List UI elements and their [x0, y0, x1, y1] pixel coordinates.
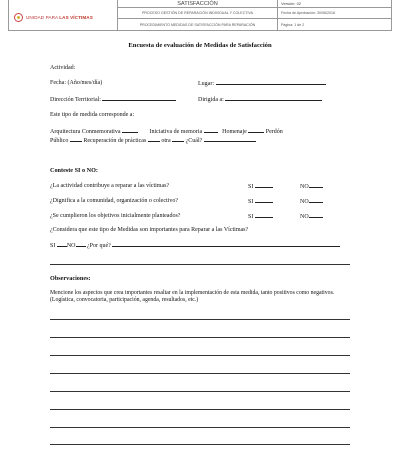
answer-line[interactable] — [50, 427, 350, 428]
blank-arquitectura[interactable] — [122, 128, 138, 133]
dirigida-blank[interactable] — [225, 96, 322, 101]
dirigida-field[interactable] — [198, 96, 322, 103]
opt-perdon: Perdón — [265, 129, 283, 135]
observaciones-instructions: Mencione los aspectos que crea importantes resaltar en la implementación de esta medida, tanto positivos como negativos. (Logística, convocatoria, participación, agenda, resultados, etc.) — [50, 290, 335, 304]
header-version: Versión: 02 — [278, 0, 392, 8]
header-middle — [118, 0, 278, 31]
q2-no[interactable]: NO — [300, 198, 323, 205]
answer-line[interactable] — [50, 409, 350, 410]
answer-line[interactable] — [50, 444, 350, 445]
header-page: Página: 1 de 2 — [278, 19, 392, 31]
direccion-field[interactable] — [50, 96, 176, 103]
observaciones-heading: Observaciones: — [50, 275, 91, 282]
dirigida-label: Dirigida a: — [198, 97, 224, 103]
header-process: PROCESO GESTIÓN DE REPARACIÓN INDIVIDUAL Y COLECTIVA — [118, 8, 278, 19]
q3-no[interactable]: NO — [300, 213, 323, 220]
opt-iniciativa: Iniciativa de memoria — [149, 129, 203, 135]
actividad-label: Actividad: — [50, 65, 76, 71]
tipo-intro: Este tipo de medida corresponde a: — [50, 112, 135, 118]
answer-line[interactable] — [50, 355, 350, 356]
opt-publico: Público — [50, 138, 69, 144]
q1-si[interactable]: SI — [248, 183, 273, 190]
lugar-field[interactable] — [198, 80, 326, 87]
direccion-blank[interactable] — [102, 96, 176, 101]
page-title: Encuesta de evaluación de Medidas de Satisfacción — [128, 42, 272, 49]
opt-cual: ¿Cuál? — [185, 138, 203, 144]
opt-recuperacion: Recuperación de prácticas — [83, 138, 147, 144]
tipo-line-2 — [50, 137, 256, 144]
yesno-heading: Conteste SI o NO: — [50, 167, 98, 174]
answer-line[interactable] — [50, 391, 350, 392]
q4-extra-line[interactable] — [50, 264, 350, 265]
answer-line[interactable] — [50, 373, 350, 374]
q4-si-label: SI — [50, 243, 56, 249]
question-4: ¿Considera que este tipo de Medidas son importantes para Reparar a las Víctimas? — [50, 227, 249, 233]
opt-otra: otra — [161, 138, 171, 144]
logo-cell — [8, 0, 118, 31]
direccion-label: Dirección Territorial: — [50, 97, 101, 103]
question-2: ¿Dignifica a la comunidad, organización o colectivo? — [50, 198, 179, 204]
q3-si[interactable]: SI — [248, 213, 273, 220]
blank-publico[interactable] — [70, 137, 82, 142]
q4-why-blank[interactable] — [112, 242, 340, 247]
fecha-label: Fecha: (Año/mes/día) — [50, 80, 103, 86]
q1-no[interactable]: NO — [300, 183, 323, 190]
header-right — [278, 0, 392, 31]
blank-homenaje[interactable] — [248, 128, 264, 133]
q4-why-label: ¿Por qué? — [87, 243, 111, 249]
question-1: ¿La actividad contribuye a reparar a las víctimas? — [50, 183, 170, 189]
lugar-label: Lugar: — [198, 81, 214, 87]
lugar-blank[interactable] — [216, 80, 326, 85]
opt-arquitectura: Arquitectura Conmemorativa — [50, 129, 121, 135]
blank-recuperacion[interactable] — [148, 137, 160, 142]
q4-answer-row[interactable] — [50, 242, 340, 249]
answer-line[interactable] — [50, 319, 350, 320]
opt-homenaje: Homenaje — [222, 129, 247, 135]
blank-iniciativa[interactable] — [204, 128, 218, 133]
blank-otra[interactable] — [172, 137, 184, 142]
blank-cual[interactable] — [204, 137, 256, 142]
header-approval-date: Fecha de Aprobación: 30/06/2016 — [278, 8, 392, 19]
tipo-line-1 — [50, 128, 283, 135]
question-3: ¿Se cumplieron los objetivos inicialmente planteados? — [50, 213, 181, 219]
header-top-title: SATISFACCIÓN — [118, 0, 278, 8]
q4-no-blank[interactable] — [76, 242, 86, 247]
seal-icon — [14, 13, 23, 22]
logo-text: UNIDAD PARA LAS VÍCTIMAS — [26, 15, 93, 20]
document-header — [8, 0, 392, 31]
q2-si[interactable]: SI — [248, 198, 273, 205]
unidad-victimas-logo — [14, 13, 93, 22]
q4-si-blank[interactable] — [57, 242, 67, 247]
header-procedure: PROCEDIMIENTO MEDIDAS DE SATISFACCIÓN PARA REPARACIÓN — [118, 19, 278, 31]
q4-no-label: NO — [66, 243, 76, 249]
answer-line[interactable] — [50, 337, 350, 338]
